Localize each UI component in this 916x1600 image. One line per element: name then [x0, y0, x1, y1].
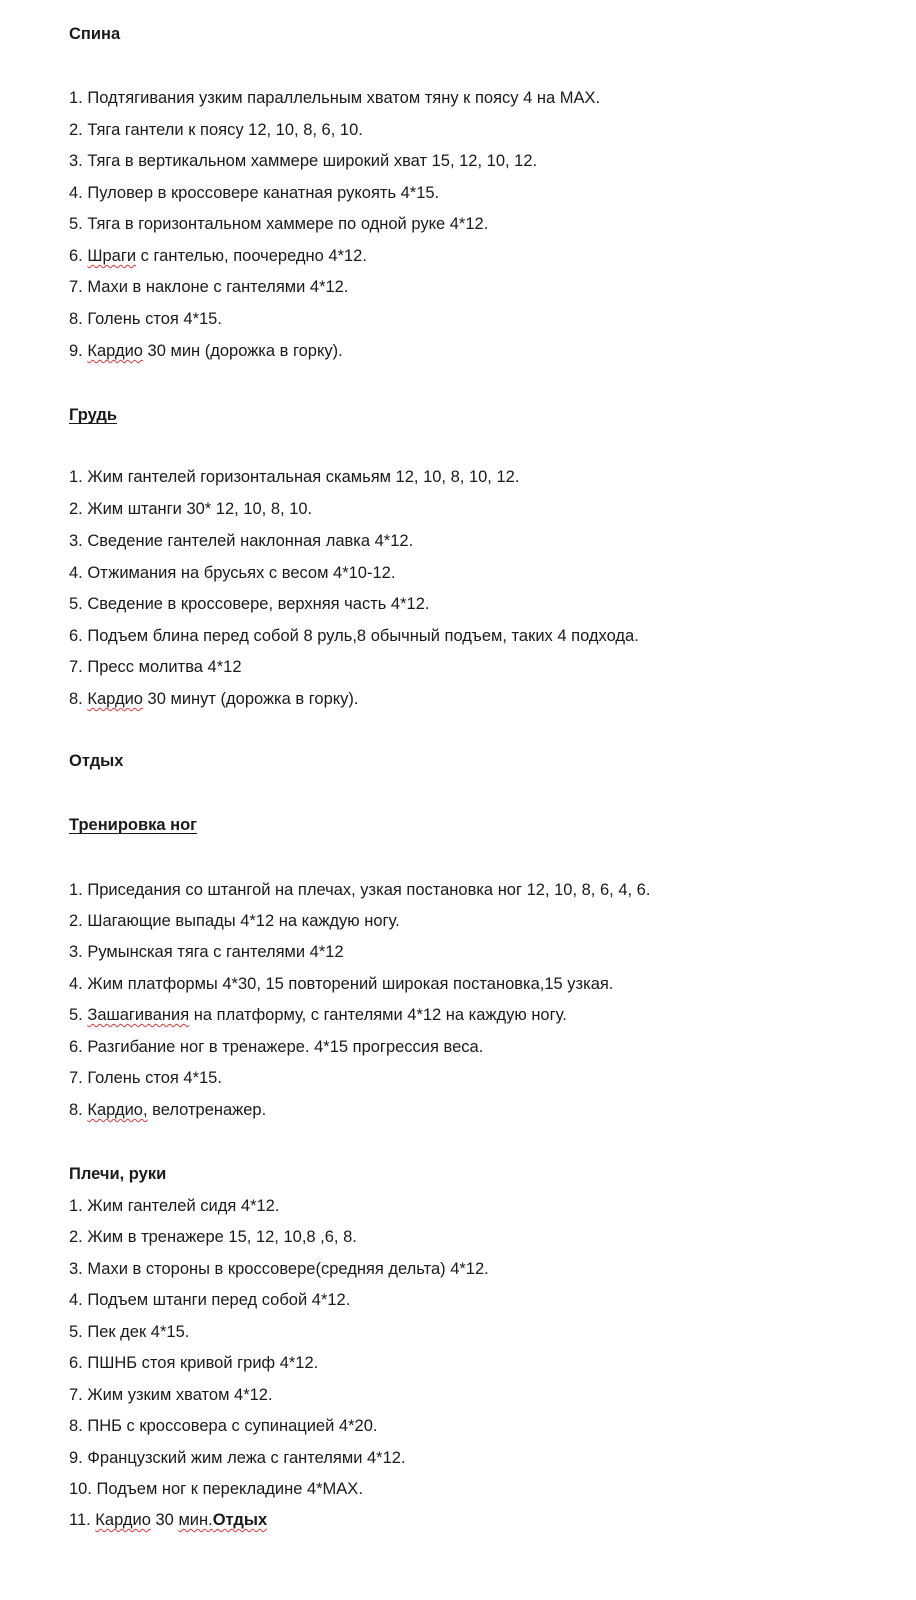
list-item: 8. Голень стоя 4*15.: [69, 310, 222, 328]
section-title-back: Спина: [69, 25, 121, 43]
list-item: 4. Жим платформы 4*30, 15 повторений широкая постановка,15 узкая.: [69, 975, 614, 993]
spellcheck-word-bold: Отдых: [212, 1511, 268, 1529]
section-title-chest: Грудь: [69, 406, 117, 424]
list-item: 6. ПШНБ стоя кривой гриф 4*12.: [69, 1354, 319, 1372]
list-item: 4. Пуловер в кроссовере канатная рукоять 4*15.: [69, 184, 440, 202]
list-item: 1. Приседания со штангой на плечах, узкая постановка ног 12, 10, 8, 6, 4, 6.: [69, 881, 651, 899]
list-item: 5. Сведение в кроссовере, верхняя часть 4*12.: [69, 595, 430, 613]
list-item: 6. Подъем блина перед собой 8 руль,8 обычный подъем, таких 4 подхода.: [69, 627, 639, 645]
list-item: 2. Тяга гантели к поясу 12, 10, 8, 6, 10.: [69, 121, 363, 139]
list-item: 4. Подъем штанги перед собой 4*12.: [69, 1291, 351, 1309]
spellcheck-word: Кардио: [87, 690, 143, 708]
list-item: 2. Шагающие выпады 4*12 на каждую ногу.: [69, 912, 400, 930]
list-item: 2. Жим штанги 30* 12, 10, 8, 10.: [69, 500, 313, 518]
section-title-rest: Отдых: [69, 752, 124, 770]
list-item: 1. Подтягивания узким параллельным хватом тяну к поясу 4 на MAX.: [69, 89, 601, 107]
list-item: 11. Кардио 30 мин.Отдых: [69, 1511, 268, 1529]
list-item: 9. Кардио 30 мин (дорожка в горку).: [69, 342, 343, 360]
list-item: 9. Французский жим лежа с гантелями 4*12.: [69, 1449, 406, 1467]
spellcheck-word: Зашагивания: [87, 1006, 190, 1024]
list-item: 7. Жим узким хватом 4*12.: [69, 1386, 273, 1404]
list-item: 8. Кардио 30 минут (дорожка в горку).: [69, 690, 359, 708]
spellcheck-word: Шраги: [87, 247, 137, 265]
list-item: 3. Румынская тяга с гантелями 4*12: [69, 943, 344, 961]
list-item: 5. Зашагивания на платформу, с гантелями 4*12 на каждую ногу.: [69, 1006, 567, 1024]
spellcheck-word: Кардио,: [87, 1101, 148, 1119]
spellcheck-word: Кардио: [95, 1511, 151, 1529]
list-item: 6. Разгибание ног в тренажере. 4*15 прогрессия веса.: [69, 1038, 484, 1056]
list-item: 8. Кардио, велотренажер.: [69, 1101, 267, 1119]
list-item: 4. Отжимания на брусьях с весом 4*10-12.: [69, 564, 396, 582]
list-item: 3. Тяга в вертикальном хаммере широкий хват 15, 12, 10, 12.: [69, 152, 538, 170]
list-item: 6. Шраги с гантелью, поочередно 4*12.: [69, 247, 367, 265]
list-item: 7. Пресс молитва 4*12: [69, 658, 242, 676]
list-item: 5. Тяга в горизонтальном хаммере по одной руке 4*12.: [69, 215, 489, 233]
spellcheck-word: Кардио: [87, 342, 143, 360]
list-item: 1. Жим гантелей горизонтальная скамьям 12, 10, 8, 10, 12.: [69, 468, 520, 486]
list-item: 1. Жим гантелей сидя 4*12.: [69, 1197, 280, 1215]
section-title-legs: Тренировка ног: [69, 816, 198, 834]
list-item: 7. Махи в наклоне с гантелями 4*12.: [69, 278, 349, 296]
list-item: 10. Подъем ног к перекладине 4*MAX.: [69, 1480, 363, 1498]
list-item: 3. Сведение гантелей наклонная лавка 4*12.: [69, 532, 414, 550]
spellcheck-word: мин.: [178, 1511, 213, 1529]
list-item: 5. Пек дек 4*15.: [69, 1323, 190, 1341]
list-item: 8. ПНБ с кроссовера с супинацией 4*20.: [69, 1417, 378, 1435]
list-item: 3. Махи в стороны в кроссовере(средняя дельта) 4*12.: [69, 1260, 489, 1278]
section-title-shoulders: Плечи, руки: [69, 1165, 167, 1183]
list-item: 7. Голень стоя 4*15.: [69, 1069, 222, 1087]
list-item: 2. Жим в тренажере 15, 12, 10,8 ,6, 8.: [69, 1228, 357, 1246]
